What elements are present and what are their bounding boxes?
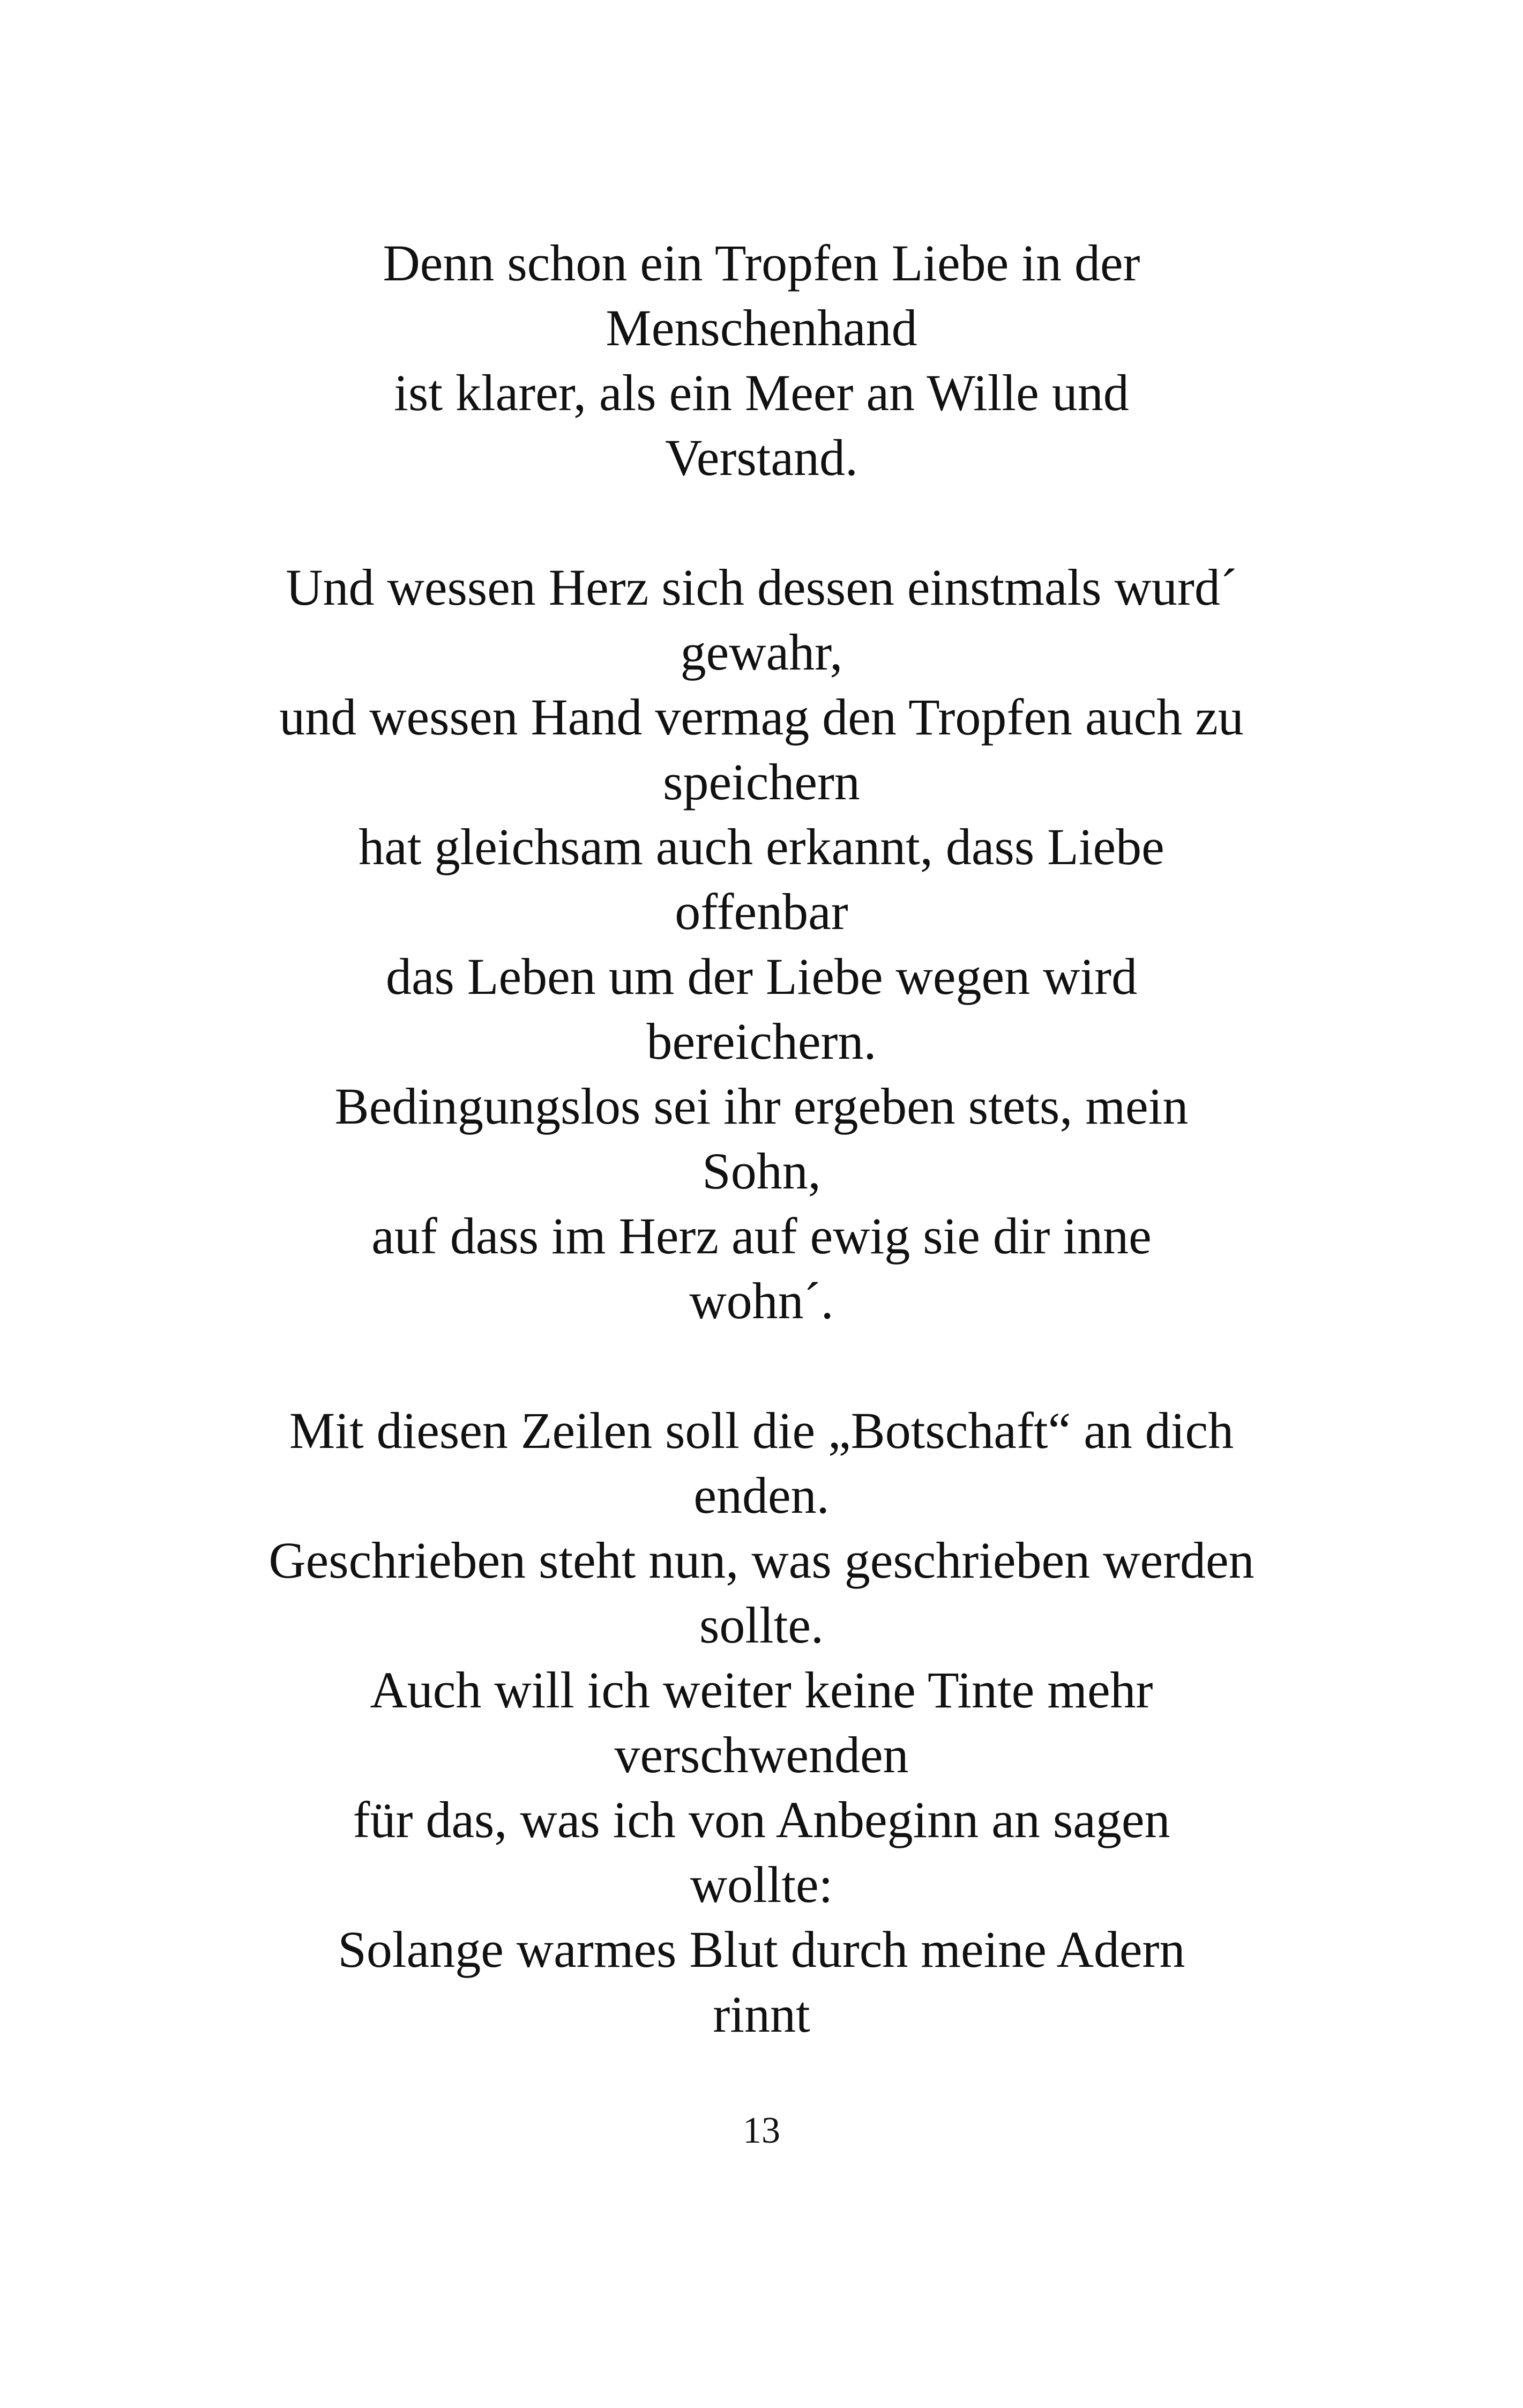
poem-line: bereichern. <box>646 1013 877 1070</box>
poem-line: enden. <box>693 1467 830 1524</box>
poem-line: Bedingungslos sei ihr ergeben stets, mein <box>334 1077 1189 1135</box>
poem-line: und wessen Hand vermag den Tropfen auch zu <box>279 688 1244 746</box>
poem-line: ist klarer, als ein Meer an Wille und <box>394 364 1129 421</box>
poem-line: Geschrieben steht nun, was geschrieben werden <box>268 1532 1255 1589</box>
poem-line: Verstand. <box>665 429 858 486</box>
stanza-1 <box>0 231 1523 490</box>
poem-line: Auch will ich weiter keine Tinte mehr <box>370 1661 1153 1719</box>
poem-text <box>0 231 1523 2047</box>
poem-line: sollte. <box>699 1596 824 1654</box>
poem-line: verschwenden <box>614 1726 909 1783</box>
poem-line: auf dass im Herz auf ewig sie dir inne <box>371 1207 1152 1265</box>
poem-line: Denn schon ein Tropfen Liebe in der <box>383 234 1140 292</box>
poem-line: Mit diesen Zeilen soll die „Botschaft“ an dich <box>289 1402 1234 1459</box>
poem-line: Solange warmes Blut durch meine Adern <box>338 1921 1185 1978</box>
poem-line: hat gleichsam auch erkannt, dass Liebe <box>359 818 1164 875</box>
poem-line: offenbar <box>675 883 848 940</box>
poem-line: speichern <box>663 753 860 811</box>
stanza-3 <box>0 1398 1523 2047</box>
poem-line: Menschenhand <box>606 299 917 356</box>
poem-line: Sohn, <box>702 1142 821 1200</box>
poem-line: für das, was ich von Anbeginn an sagen <box>353 1791 1170 1848</box>
poem-line: rinnt <box>713 1986 810 2043</box>
poem-line: gewahr, <box>680 623 843 681</box>
poem-line: Und wessen Herz sich dessen einstmals wurd´ <box>286 559 1237 616</box>
stanza-break <box>0 1333 1523 1398</box>
stanza-2 <box>0 555 1523 1333</box>
poem-line: wollte: <box>690 1856 833 1913</box>
poem-line: das Leben um der Liebe wegen wird <box>385 948 1138 1005</box>
poem-line: wohn´. <box>689 1272 834 1329</box>
page-number: 13 <box>743 2110 780 2151</box>
stanza-break <box>0 490 1523 555</box>
